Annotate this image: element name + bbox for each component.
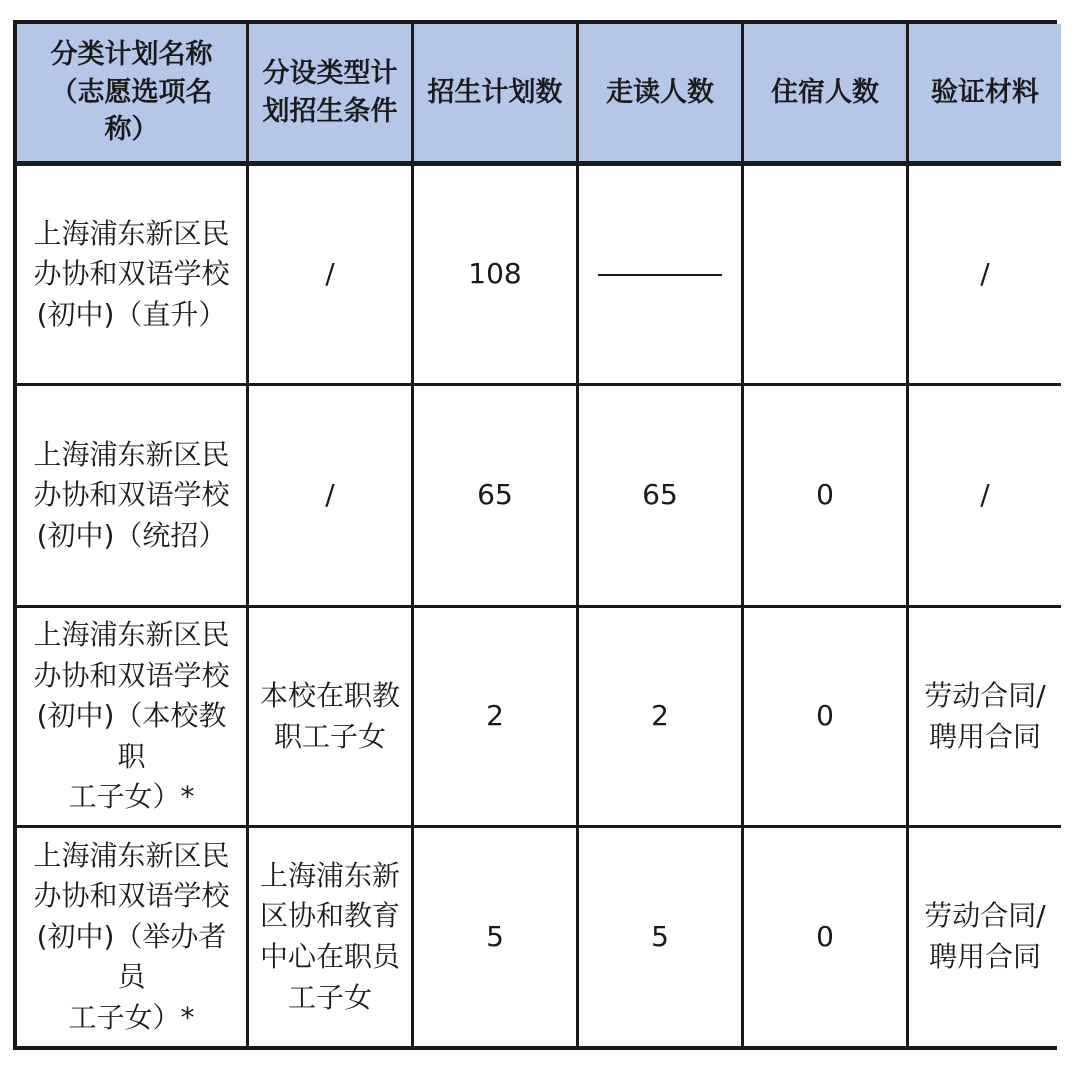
row3-boarding-students <box>744 608 909 828</box>
row2-condition <box>249 386 414 608</box>
row1-plan-count <box>414 166 579 386</box>
row4-condition-text: 上海浦东新 区协和教育 中心在职员 工子女 <box>259 858 400 1014</box>
row1-plan-count-text: 108 <box>468 257 522 291</box>
header-condition <box>249 24 414 166</box>
row4-materials <box>909 828 1061 1046</box>
enrollment-plan-table <box>13 20 1057 1050</box>
row1-condition <box>249 166 414 386</box>
row2-boarding-text: 0 <box>816 478 834 512</box>
header-condition-text: 分设类型计 划招生条件 <box>262 57 398 127</box>
header-day-students <box>579 24 744 166</box>
row2-day-text: 65 <box>642 478 678 512</box>
header-materials <box>909 24 1061 166</box>
row3-plan-count <box>414 608 579 828</box>
row1-day-dash <box>598 274 722 276</box>
row1-materials-text: / <box>980 257 990 291</box>
row1-plan-name <box>17 166 249 386</box>
row4-materials-text: 劳动合同/ 聘用合同 <box>924 899 1046 973</box>
row3-boarding-text: 0 <box>816 699 834 733</box>
row2-condition-text: / <box>325 478 335 512</box>
header-boarding-students-text: 住宿人数 <box>771 76 879 108</box>
row2-day-students <box>579 386 744 608</box>
row3-condition <box>249 608 414 828</box>
header-plan-count-text: 招生计划数 <box>427 76 563 108</box>
header-plan-name <box>17 24 249 166</box>
row4-day-students <box>579 828 744 1046</box>
row1-plan-name-text: 上海浦东新区民 办协和双语学校 (初中)（直升） <box>33 216 230 331</box>
row3-condition-text: 本校在职教 职工子女 <box>259 678 400 753</box>
row3-day-text: 2 <box>651 699 669 733</box>
row4-day-text: 5 <box>651 919 669 953</box>
row3-materials-text: 劳动合同/ 聘用合同 <box>924 678 1046 753</box>
row2-plan-name <box>17 386 249 608</box>
row4-boarding-text: 0 <box>816 919 834 953</box>
header-day-students-text: 走读人数 <box>606 76 714 108</box>
header-boarding-students <box>744 24 909 166</box>
row1-condition-text: / <box>325 257 335 291</box>
row4-condition <box>249 828 414 1046</box>
row4-plan-count-text: 5 <box>486 919 504 953</box>
row1-boarding-students <box>744 166 909 386</box>
header-plan-count <box>414 24 579 166</box>
row4-boarding-students <box>744 828 909 1046</box>
row2-boarding-students <box>744 386 909 608</box>
row2-plan-count <box>414 386 579 608</box>
row3-materials <box>909 608 1061 828</box>
header-materials-text: 验证材料 <box>931 76 1039 108</box>
row2-materials-text: / <box>980 478 990 512</box>
row4-plan-count <box>414 828 579 1046</box>
row3-day-students <box>579 608 744 828</box>
row4-plan-name <box>17 828 249 1046</box>
row2-materials <box>909 386 1061 608</box>
header-plan-name-text: 分类计划名称 （志愿选项名 称） <box>50 38 213 146</box>
row2-plan-name-text: 上海浦东新区民 办协和双语学校 (初中)（统招） <box>33 437 230 552</box>
row2-plan-count-text: 65 <box>477 478 513 512</box>
row1-materials <box>909 166 1061 386</box>
row1-day-students <box>579 166 744 386</box>
row3-plan-count-text: 2 <box>486 699 504 733</box>
row3-plan-name <box>17 608 249 828</box>
row3-plan-name-text: 上海浦东新区民 办协和双语学校 (初中)（本校教职 工子女）* <box>33 618 230 814</box>
row4-plan-name-text: 上海浦东新区民 办协和双语学校 (初中)（举办者员 工子女）* <box>33 838 230 1034</box>
